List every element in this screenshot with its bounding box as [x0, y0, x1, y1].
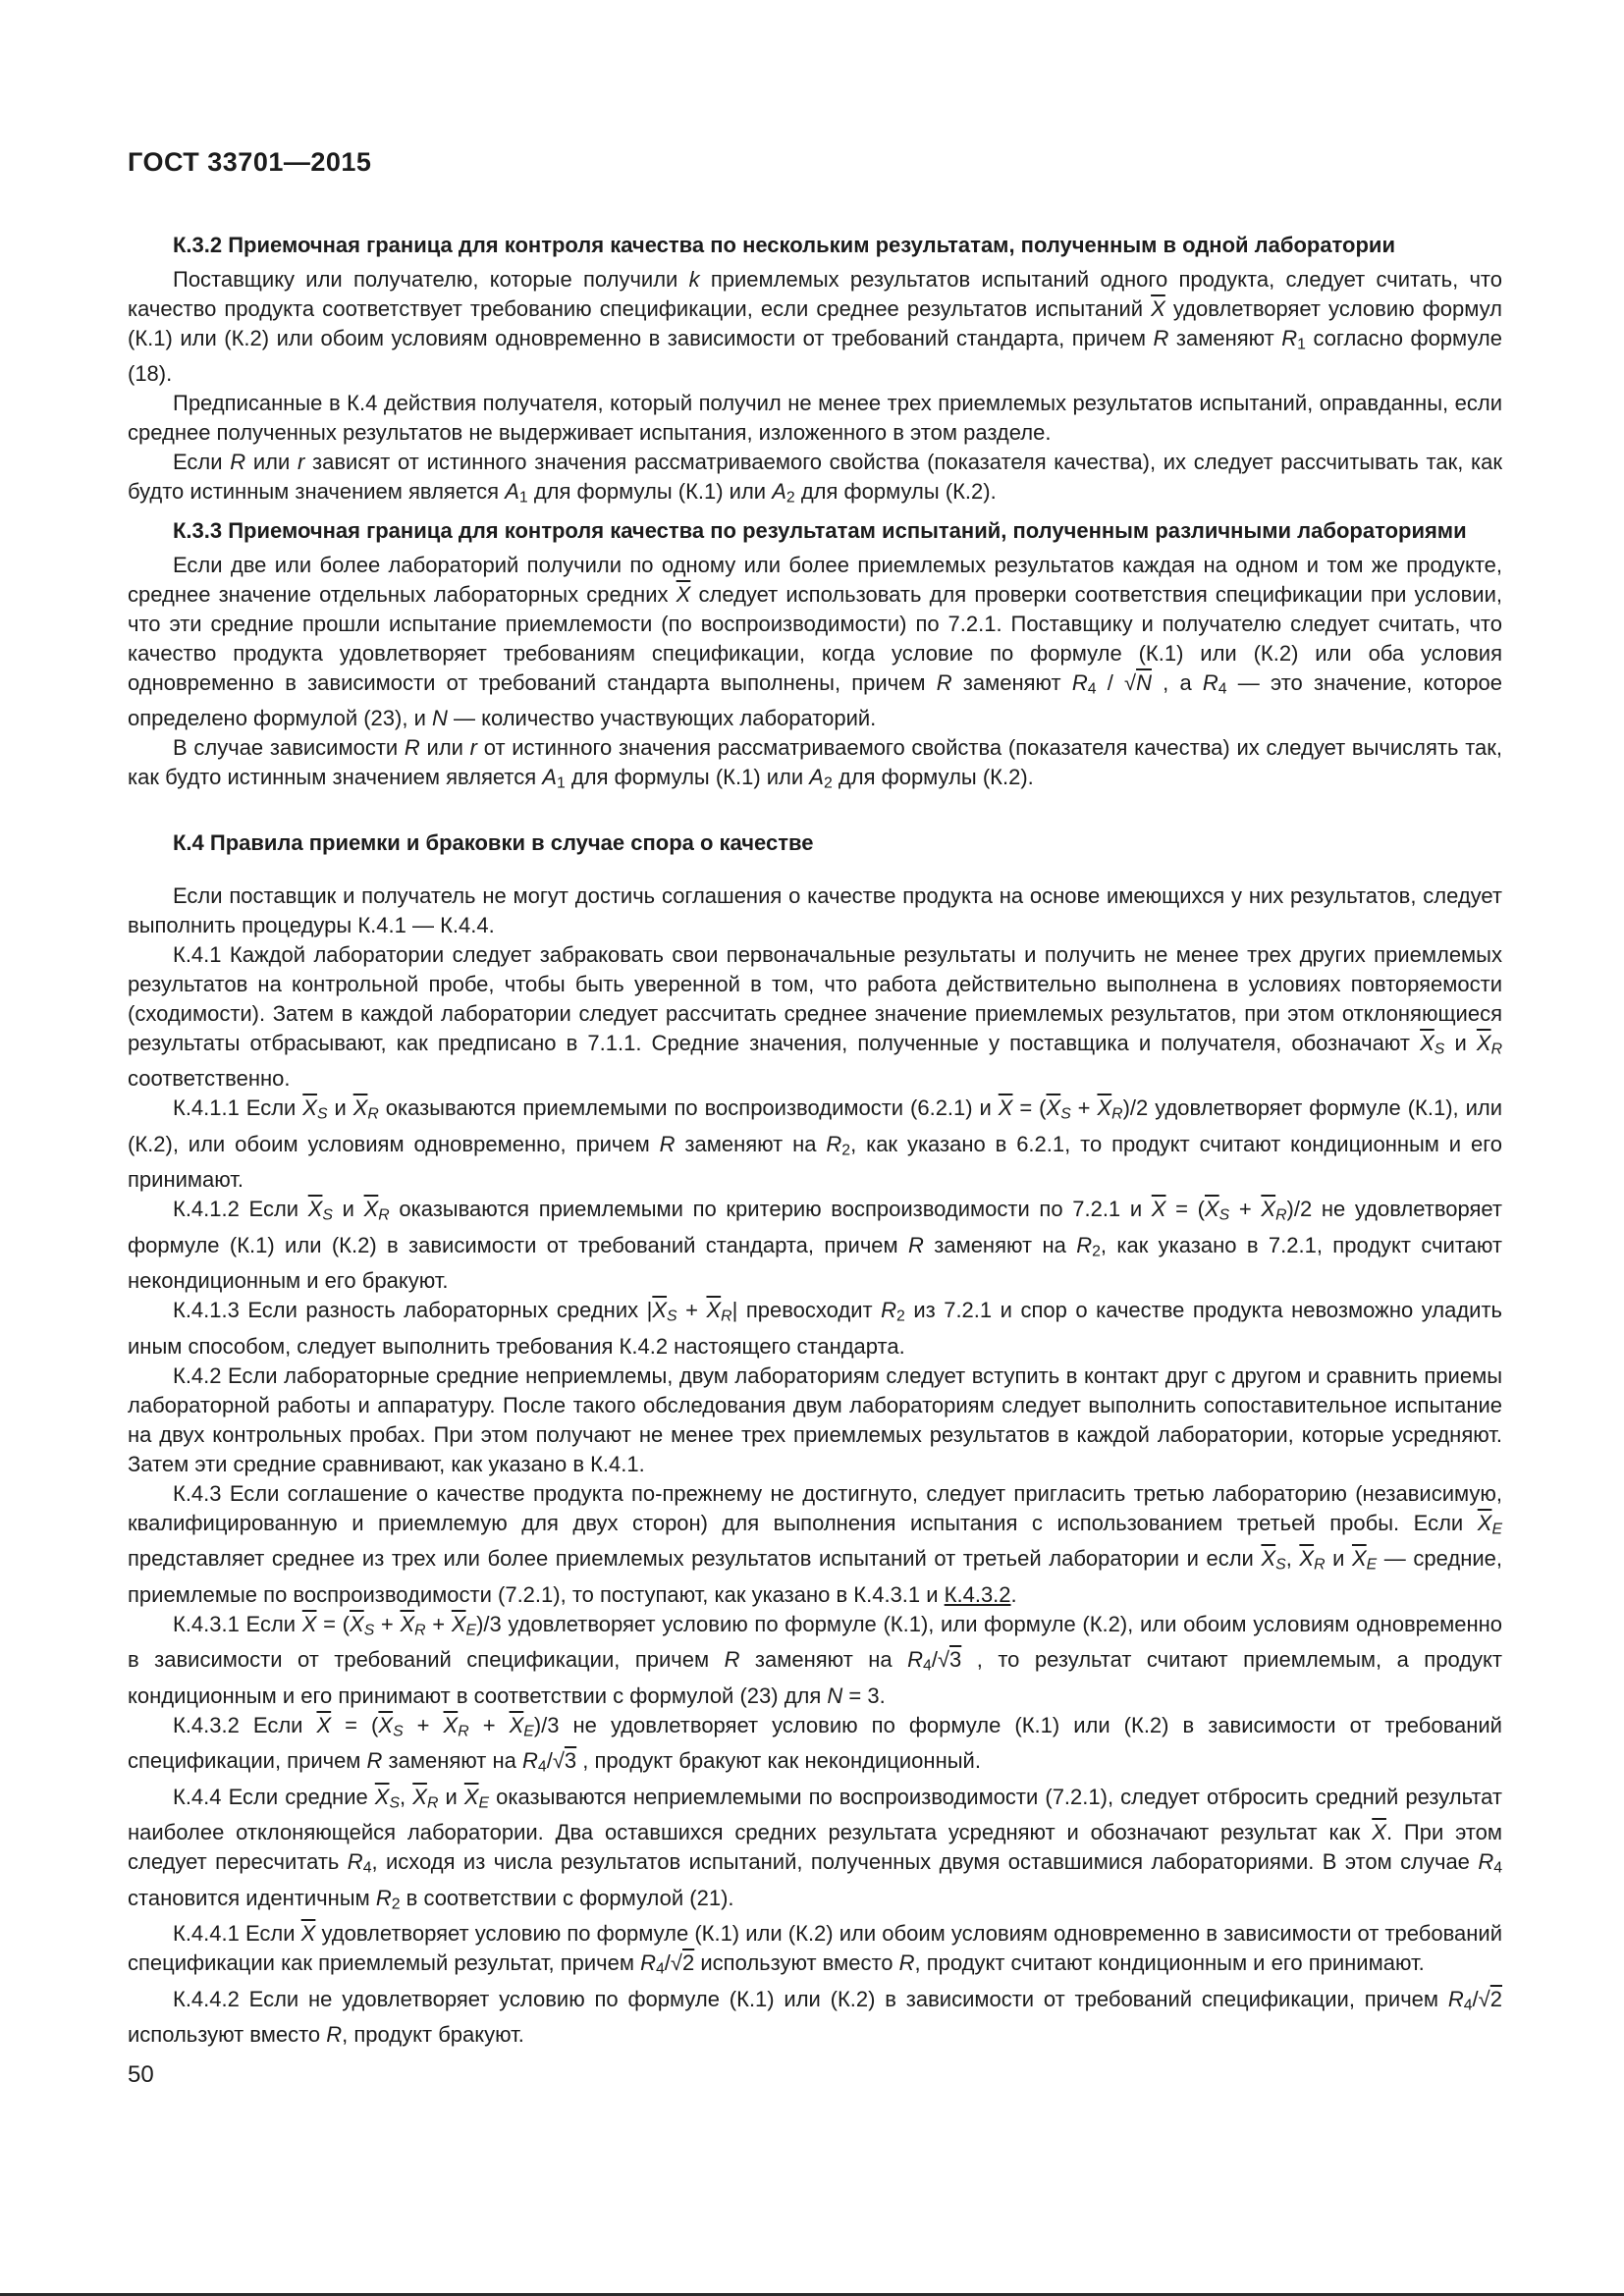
text-run: $\overline{X}$: [1097, 1095, 1112, 1121]
text-run: E: [465, 1622, 477, 1639]
text-run: S: [1218, 1206, 1230, 1224]
text-run: /: [664, 1950, 671, 1976]
text-run: $\overline{X}$: [302, 1095, 317, 1121]
text-run: R: [908, 1232, 924, 1257]
text-run: $\overline{X}$: [1299, 1546, 1315, 1572]
text-run: $\overline{X}$: [1151, 1197, 1166, 1222]
text-run: $\overline{X}$: [1261, 1197, 1276, 1222]
text-run: — это значение, которое определено формулой (23), и: [128, 669, 1502, 731]
paragraph: [128, 1711, 1502, 1783]
text-run: $\overline{X}$: [1151, 296, 1165, 321]
text-run: R: [375, 1885, 392, 1910]
text-run: 2: [785, 489, 795, 507]
text-run: R: [347, 1849, 363, 1875]
text-run: , продукт бракуют.: [342, 2022, 524, 2048]
text-run: от истинного значения рассматриваемого свойства (показателя качества) их следует вычислять так, как будто истинным значением является: [128, 735, 1502, 790]
text-run: A: [542, 765, 557, 790]
text-run: R: [826, 1131, 842, 1156]
text-run: $\overline{X}$: [301, 1611, 317, 1636]
text-run: 4: [362, 1859, 372, 1877]
text-run: $\overline{X}$: [509, 1712, 524, 1737]
text-run: R: [907, 1647, 923, 1673]
text-run: К.4.3 Если соглашение о качестве продукта по-прежнему не достигнуто, следует пригласить третью лабораторию (независимую, квалифицированную и приемлемую для двух сторон) для выполнения испытания с использованием третьей пробы. Если: [128, 1480, 1502, 1535]
paragraph: [128, 448, 1502, 512]
text-run: R: [366, 1748, 383, 1774]
text-run: R: [1076, 1232, 1093, 1257]
text-run: R: [367, 1105, 379, 1123]
text-run: )/2 не удовлетворяет формуле (К.1) или (К.2) в зависимости от требований стандарта, причем: [128, 1197, 1502, 1257]
text-run: r: [298, 450, 305, 475]
text-run: $\overline{X}$: [300, 1921, 316, 1947]
paragraph: [128, 389, 1502, 448]
text-run: /: [1096, 669, 1124, 695]
text-run: 3: [564, 1748, 577, 1774]
text-run: S: [393, 1723, 404, 1740]
text-run: A: [505, 479, 519, 505]
text-run: заменяют на: [675, 1131, 827, 1156]
text-run: К.4.4.2 Если не удовлетворяет условию по формуле (К.1) или (К.2) в зависимости от требований спецификации, причем: [173, 1986, 1448, 2011]
text-run: )/3 не удовлетворяет условию по формуле (К.1) или (К.2) в зависимости от требований спецификации, причем: [128, 1712, 1502, 1774]
text-run: R: [898, 1950, 915, 1976]
text-run: используют вместо: [128, 2022, 327, 2048]
text-run: )/3 удовлетворяет условию по формуле (К.1), или формуле (К.2), или обоим условиям одновременно в зависимости от требований спецификации, причем: [128, 1611, 1503, 1673]
text-run: , исходя из числа результатов испытаний, полученных двумя оставшимися лабораториями. В этом случае: [371, 1849, 1479, 1875]
text-run: +: [468, 1712, 510, 1737]
text-run: +: [374, 1611, 401, 1636]
text-run: и: [332, 1197, 364, 1222]
text-run: ,: [400, 1784, 413, 1809]
text-run: S: [389, 1794, 401, 1812]
text-run: R: [1490, 1041, 1502, 1058]
paragraph: [128, 1783, 1502, 1919]
text-run: К.4.3.2: [944, 1581, 1011, 1607]
text-run: = (: [331, 1712, 379, 1737]
text-run: 2: [841, 1142, 851, 1159]
text-run: = (: [1165, 1197, 1205, 1222]
text-run: для формулы (К.2).: [794, 479, 997, 505]
section-heading: [173, 828, 1502, 858]
text-run: R: [404, 735, 420, 761]
text-run: .: [1010, 1581, 1017, 1607]
text-run: $\overline{X}$: [400, 1611, 415, 1636]
text-run: 2: [896, 1308, 905, 1325]
text-run: 4: [655, 1960, 665, 1978]
text-run: $\overline{X}$: [374, 1784, 390, 1809]
text-run: К.4.3.2 Если: [173, 1712, 317, 1737]
text-run: R: [640, 1950, 656, 1976]
paragraph: [128, 881, 1502, 940]
text-run: оказываются приемлемыми по воспроизводимости (6.2.1) и: [378, 1095, 999, 1121]
paragraph: [128, 1094, 1502, 1195]
text-run: , как указано в 7.2.1, продукт считают некондиционным и его бракуют.: [128, 1232, 1502, 1294]
text-run: в соответствии с формулой (21).: [400, 1885, 734, 1910]
text-run: R: [1071, 669, 1088, 695]
text-run: R: [881, 1298, 896, 1323]
text-run: Поставщику или получателю, которые получили: [173, 267, 689, 292]
section-heading: [173, 228, 1502, 265]
text-run: S: [363, 1622, 375, 1639]
text-run: R: [1153, 326, 1169, 350]
text-run: $\overline{X}$: [1476, 1030, 1491, 1055]
text-run: заменяют на: [382, 1748, 522, 1774]
text-run: $\overline{X}$: [352, 1095, 368, 1121]
text-run: S: [322, 1206, 333, 1224]
text-run: √: [937, 1647, 950, 1673]
text-run: $\overline{X}$: [998, 1095, 1013, 1121]
text-run: A: [809, 765, 824, 790]
text-run: 4: [923, 1657, 932, 1675]
text-run: $\overline{X}$: [307, 1197, 323, 1222]
text-run: S: [316, 1105, 328, 1123]
text-run: $\overline{X}$: [652, 1298, 668, 1323]
text-run: Если две или более лабораторий получили по одному или более приемлемых результатов каждая на одном и том же продукте, среднее значение отдельных лабораторных средних: [128, 552, 1502, 607]
text-run: К.4.1.2 Если: [173, 1197, 308, 1222]
text-run: $\overline{X}$: [1204, 1197, 1219, 1222]
text-run: 4: [1493, 1859, 1503, 1877]
text-run: 1: [518, 489, 528, 507]
text-run: k: [688, 267, 700, 292]
text-run: 4: [537, 1758, 547, 1776]
text-run: = 3.: [842, 1682, 886, 1708]
text-run: , продукт считают кондиционным и его принимают.: [914, 1950, 1425, 1976]
text-run: R: [326, 2022, 343, 2048]
text-run: $\overline{X}$: [676, 581, 691, 607]
text-run: R: [724, 1647, 740, 1673]
text-run: , как указано в 6.2.1, то продукт считают кондиционным и его принимают.: [128, 1131, 1502, 1193]
page-number: 50: [128, 2061, 154, 2088]
text-run: соответственно.: [128, 1066, 291, 1092]
text-run: R: [458, 1723, 469, 1740]
text-run: R: [1275, 1206, 1287, 1224]
text-run: E: [478, 1794, 490, 1812]
text-run: заменяют: [1168, 326, 1282, 350]
text-run: становится идентичным: [128, 1885, 376, 1910]
text-run: | превосходит: [731, 1298, 882, 1323]
text-run: 1: [556, 774, 566, 792]
text-run: +: [425, 1611, 452, 1636]
text-run: заменяют на: [923, 1232, 1077, 1257]
text-run: = (: [316, 1611, 350, 1636]
text-run: из 7.2.1 и спор о качестве продукта невозможно уладить иным способом, следует выполнить требования К.4.2 настоящего стандарта.: [128, 1298, 1502, 1359]
text-run: и: [438, 1784, 464, 1809]
paragraph: [128, 1362, 1502, 1479]
text-run: 4: [1218, 680, 1227, 698]
text-run: оказываются неприемлемыми по воспроизводимости (7.2.1), следует отбросить средний результат наиболее отклоняющейся лаборатории. Два оставшихся средних результата усредняют и обозначают результат как: [128, 1784, 1502, 1845]
text-run: К.4.1 Каждой лаборатории следует забраковать свои первоначальные результаты и получить не менее трех других приемлемых результатов на контрольной пробе, чтобы быть уверенной в том, что работа действительно выполнена в условиях повторяемости (сходимости). Затем в каждой лаборатории следует рассчитать среднее значение приемлемых результатов, при этом отклоняющиеся результаты отбрасывают, как предписано в 7.1.1. Средние значения, полученные у поставщика и получателя, обозначают: [128, 941, 1502, 1055]
paragraph: [128, 733, 1502, 798]
text-run: $\overline{X}$: [463, 1784, 479, 1809]
text-run: и: [327, 1095, 353, 1121]
text-run: $\overline{X}$: [706, 1298, 722, 1323]
text-run: E: [523, 1723, 534, 1740]
text-run: R: [659, 1131, 676, 1156]
text-run: заменяют: [951, 669, 1072, 695]
paragraph: [128, 1195, 1502, 1296]
text-run: , а: [1151, 669, 1203, 695]
text-run: для формулы (К.2).: [832, 765, 1034, 790]
text-run: +: [677, 1298, 707, 1323]
text-run: , то результат считают приемлемым, а продукт кондиционным и его принимают в соответствии с формулой (23) для: [128, 1647, 1502, 1708]
section-heading: [173, 513, 1502, 551]
text-run: R: [1314, 1556, 1326, 1574]
text-run: +: [1070, 1095, 1098, 1121]
text-run: 2: [1092, 1243, 1101, 1260]
text-run: S: [1060, 1105, 1071, 1123]
text-run: используют вместо: [694, 1950, 899, 1976]
text-run: R: [1202, 669, 1218, 695]
text-run: $\overline{X}$: [451, 1611, 466, 1636]
text-run: согласно формуле (18).: [128, 326, 1502, 387]
document-header: ГОСТ 33701—2015: [128, 147, 372, 177]
text-run: 4: [1087, 680, 1097, 698]
text-run: $\overline{X}$: [1261, 1546, 1276, 1572]
text-run: √: [670, 1950, 682, 1976]
text-run: /: [1472, 1986, 1479, 2011]
text-run: √: [552, 1748, 565, 1774]
text-run: представляет среднее из трех или более приемлемых результатов испытаний от третьей лаборатории и если: [128, 1546, 1262, 1572]
text-run: зависят от истинного значения рассматриваемого свойства (показателя качества), их следует рассчитывать так, как будто истинным значением является: [128, 450, 1503, 505]
text-run: — средние, приемлемые по воспроизводимости (7.2.1), то поступают, как указано в К.4.3.1 и: [128, 1546, 1502, 1607]
text-run: /: [931, 1647, 938, 1673]
text-run: √: [1478, 1986, 1490, 2011]
text-run: = (: [1012, 1095, 1047, 1121]
text-run: или: [419, 735, 470, 761]
text-run: A: [772, 479, 786, 505]
text-run: $\overline{X}$: [1046, 1095, 1061, 1121]
text-run: К.4.1.3 Если разность лабораторных средних |: [173, 1298, 653, 1323]
text-run: S: [667, 1308, 677, 1325]
paragraph: [128, 1479, 1502, 1610]
text-run: R: [936, 669, 952, 695]
text-run: $\overline{X}$: [443, 1712, 459, 1737]
text-run: R: [378, 1206, 390, 1224]
text-run: К.4.4.1 Если: [173, 1921, 301, 1947]
text-run: $\overline{X}$: [1351, 1546, 1367, 1572]
text-run: К.3.2 Приемочная граница для контроля качества по нескольким результатам, полученным в одной лаборатории: [173, 233, 1395, 257]
paragraph: [128, 1296, 1502, 1361]
text-run: S: [1275, 1556, 1286, 1574]
text-run: R: [230, 450, 246, 475]
paragraph: [128, 1985, 1502, 2050]
text-run: R: [414, 1622, 426, 1639]
text-run: $\overline{X}$: [412, 1784, 427, 1809]
text-run: $\overline{X}$: [350, 1611, 364, 1636]
text-run: . При этом следует пересчитать: [128, 1820, 1502, 1875]
paragraph: [128, 265, 1502, 389]
text-run: К.4.3.1 Если: [173, 1611, 302, 1636]
text-run: Предписанные в К.4 действия получателя, который получил не менее трех приемлемых результатов испытаний, оправданны, если среднее полученных результатов не выдерживает испытания, изложенного в этом разделе.: [128, 391, 1502, 446]
text-run: и: [1325, 1546, 1352, 1572]
text-run: , продукт бракуют как некондиционный.: [576, 1748, 981, 1774]
text-run: Если: [173, 450, 231, 475]
text-run: R: [721, 1308, 732, 1325]
paragraph: [128, 1919, 1502, 1984]
text-run: следует использовать для проверки соответствия спецификации при условии, что эти средние прошли испытание приемлемости (по воспроизводимости) по 7.2.1. Поставщику и получателю следует считать, что качество продукта удовлетворяет требованиям спецификации, когда условие по формуле (К.1) или (К.2) или оба условия одновременно в зависимости от требований стандарта выполнены, причем: [128, 581, 1502, 695]
text-run: приемлемых результатов испытаний одного продукта, следует считать, что качество продукта соответствует требованию спецификации, если среднее результатов испытаний: [128, 267, 1503, 321]
text-run: $\overline{X}$: [1477, 1510, 1492, 1535]
text-run: E: [1491, 1521, 1502, 1538]
text-run: R: [1281, 326, 1298, 350]
text-run: R: [1478, 1849, 1494, 1875]
document-content: [128, 228, 1502, 2050]
text-run: r: [469, 735, 477, 761]
text-run: Если поставщик и получатель не могут достичь соглашения о качестве продукта на основе имеющихся у них результатов, следует выполнить процедуры К.4.1 — К.4.4.: [128, 882, 1502, 937]
text-run: удовлетворяет условию формул (К.1) или (К.2) или обоим условиям одновременно в зависимости от требований стандарта, причем: [128, 296, 1502, 350]
text-run: $\overline{X}$: [1372, 1820, 1386, 1845]
text-run: 3: [949, 1647, 962, 1673]
text-run: и: [1444, 1030, 1477, 1055]
text-run: R: [1111, 1105, 1123, 1123]
text-run: К.3.3 Приемочная граница для контроля качества по результатам испытаний, полученным различными лабораториями: [173, 517, 1467, 543]
paragraph: [128, 551, 1502, 733]
text-run: $\overline{X}$: [378, 1712, 394, 1737]
text-run: )/2 удовлетворяет формуле (К.1), или (К.2), или обоим условиям одновременно, причем: [128, 1095, 1502, 1156]
text-run: для формулы (К.1) или: [527, 479, 773, 505]
text-run: заменяют на: [739, 1647, 908, 1673]
text-run: К.4.1.1 Если: [173, 1095, 303, 1121]
text-run: S: [1434, 1041, 1445, 1058]
text-run: К.4.2 Если лабораторные средние неприемлемы, двум лабораториям следует вступить в контакт друг с другом и сравнить приемы лабораторной работы и аппаратуру. После такого обследования двум лабораториям следует выполнить сопоставительное испытание на двух контрольных пробах. При этом получают не менее трех приемлемых результатов в каждой лаборатории, которые усредняют. Затем эти средние сравнивают, как указано в К.4.1.: [128, 1362, 1502, 1476]
text-run: 4: [1463, 1997, 1473, 2014]
text-run: К.4.4 Если средние: [173, 1784, 375, 1809]
text-run: оказываются приемлемыми по критерию воспроизводимости по 7.2.1 и: [389, 1197, 1152, 1222]
text-run: 2: [391, 1896, 401, 1913]
text-run: ,: [1285, 1546, 1300, 1572]
text-run: R: [1447, 1986, 1464, 2011]
text-run: — количество участвующих лабораторий.: [447, 706, 877, 731]
text-run: √: [1124, 669, 1137, 695]
text-run: В случае зависимости: [173, 735, 405, 761]
text-run: /: [546, 1748, 553, 1774]
text-run: +: [1229, 1197, 1262, 1222]
text-run: 2: [823, 774, 833, 792]
paragraph: [128, 940, 1502, 1094]
text-run: К.4 Правила приемки и браковки в случае спора о качестве: [173, 829, 814, 855]
text-run: удовлетворяет условию по формуле (К.1) или (К.2) или обоим условиям одновременно в зависимости от требований спецификации как приемлемый результат, причем: [128, 1921, 1502, 1976]
text-run: R: [522, 1748, 538, 1774]
text-run: R: [426, 1794, 439, 1812]
text-run: $\overline{X}$: [363, 1197, 379, 1222]
text-run: N: [827, 1682, 843, 1708]
text-run: N: [431, 706, 448, 731]
text-run: 2: [1489, 1986, 1502, 2011]
text-run: для формулы (К.1) или: [565, 765, 810, 790]
text-run: E: [1366, 1556, 1378, 1574]
text-run: N: [1136, 669, 1152, 695]
text-run: $\overline{X}$: [316, 1712, 332, 1737]
text-run: 1: [1297, 336, 1306, 353]
text-run: +: [403, 1712, 444, 1737]
text-run: 2: [682, 1950, 695, 1976]
text-run: или: [245, 450, 298, 475]
paragraph: [128, 1610, 1502, 1711]
text-run: $\overline{X}$: [1420, 1030, 1435, 1055]
